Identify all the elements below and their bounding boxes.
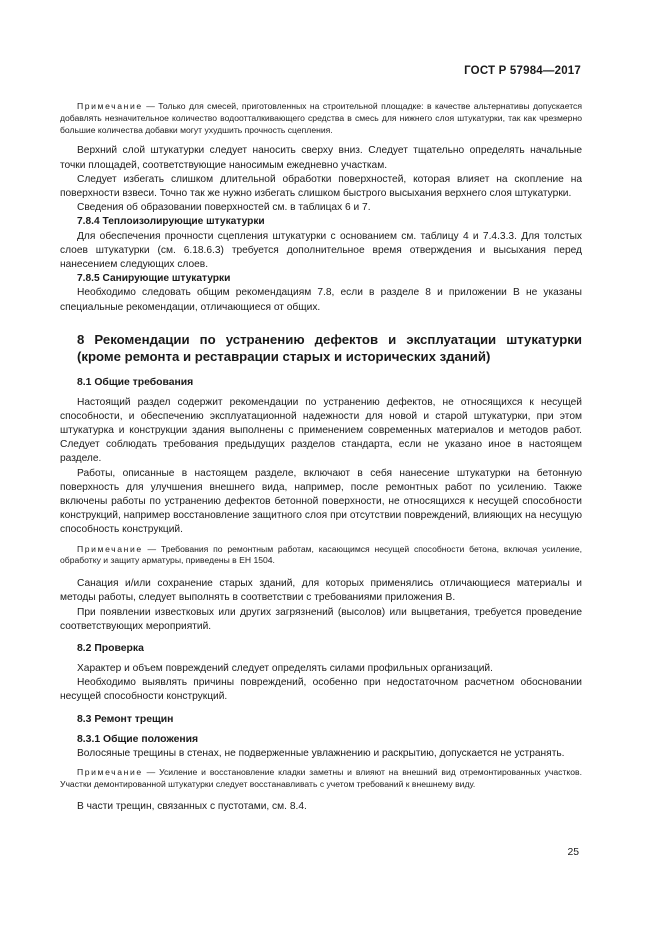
- subsection-heading: 8.3.1 Общие положения: [77, 733, 199, 745]
- section-heading: 8 Рекомендации по устранению дефектов и эксплуатации штукатурки (кроме ремонта и реставрации старых и исторических зданий): [77, 331, 582, 365]
- paragraph: Для обеспечения прочности сцепления штукатурки с основанием см. таблицу 4 и 7.4.3.3. Для толстых слоев штукатурки (см. 6.18.6.3) требуется дополнительное время отверждения и высыхания перед нанесением следующих слоев.: [60, 230, 582, 271]
- paragraph: Необходимо следовать общим рекомендациям 7.8, если в разделе 8 и приложении В не указаны специальные рекомендации, отличающиеся от общих.: [60, 287, 582, 313]
- paragraph: Необходимо выявлять причины повреждений, особенно при недостаточном расчетном обосновании несущей способности конструкций.: [60, 677, 582, 703]
- page-number: 25: [567, 847, 579, 858]
- paragraph: Санация и/или сохранение старых зданий, для которых применялись отличающиеся материалы и методы работы, следует выполнять в соответствии с требованиями приложения В.: [60, 578, 582, 604]
- note-text: — Усиление и восстановление кладки заметны и влияют на внешний вид отремонтированных участков. Участки демонтированной штукатурки следует восстанавливать с учетом требований к внешнему виду.: [60, 766, 582, 789]
- subsection-heading: 7.8.4 Теплоизолирующие штукатурки: [77, 216, 265, 228]
- note-text: — Требования по ремонтным работам, касающимся несущей способности бетона, включая усиление, обработку и защиту арматуры, приведены в ЕН 1504.: [60, 543, 582, 566]
- paragraph: Сведения об образовании поверхностей см. в таблицах 6 и 7.: [77, 202, 371, 214]
- subsection-heading: 8.2 Проверка: [77, 643, 144, 655]
- paragraph: Характер и объем повреждений следует определять силами профильных организаций.: [77, 663, 493, 675]
- paragraph: Следует избегать слишком длительной обработки поверхностей, которая влияет на скопление на поверхности взвеси. Точно так же нужно избегать слишком быстрого высыхания верхнего слоя штукатурки.: [60, 173, 582, 199]
- paragraph: В части трещин, связанных с пустотами, см. 8.4.: [77, 801, 307, 813]
- note-label: Примечание: [77, 101, 143, 111]
- subsection-heading: 7.8.5 Санирующие штукатурки: [77, 273, 231, 285]
- page-content: [60, 101, 582, 815]
- paragraph: Верхний слой штукатурки следует наносить сверху вниз. Следует тщательно определять начальные точки площадей, соответствующие наносимым ежедневно участкам.: [60, 145, 582, 171]
- paragraph: Настоящий раздел содержит рекомендации по устранению дефектов, не относящихся к несущей способности, и обеспечению эксплуатационной надежности для новой и старой штукатурки, при этом штукатурка и конструкции здания выполнены с применением современных материалов и методов работ. Следует соблюдать требования предыдущих разделов стандарта, если не указано иное в настоящем разделе.: [60, 396, 582, 465]
- note-label: Примечание: [77, 543, 143, 554]
- paragraph: Работы, описанные в настоящем разделе, включают в себя нанесение штукатурки на бетонную поверхность для улучшения внешнего вида, например, после ремонтных работ по усилению. Также включены работы по устранению дефектов бетонной поверхности, не относящихся к несущей способности конструкций, например восстановление защитного слоя при отсутствии повреждений, влияющих на несущую способность конструкций.: [60, 467, 582, 536]
- subsection-heading: 8.1 Общие требования: [77, 376, 194, 388]
- standard-header: ГОСТ Р 57984—2017: [464, 65, 581, 77]
- note-block: [60, 101, 582, 136]
- subsection-heading: 8.3 Ремонт трещин: [77, 713, 174, 725]
- note-text: — Только для смесей, приготовленных на строительной площадке: в качестве альтернативы допускается добавлять незначительное количество водоотталкивающего средства в смесь для нижнего слоя штукатурки, так как чрезмерно большие количества добавки могут ухудшить прочность сцепления.: [60, 101, 582, 135]
- paragraph: Волосяные трещины в стенах, не подверженные увлажнению и раскрытию, допускается не устранять.: [77, 747, 565, 759]
- paragraph: При появлении известковых или других загрязнений (высолов) или выцветания, требуется проведение соответствующих мероприятий.: [60, 606, 582, 632]
- note-block: [60, 767, 582, 791]
- note-label: Примечание: [77, 766, 143, 777]
- note-block: [60, 544, 582, 568]
